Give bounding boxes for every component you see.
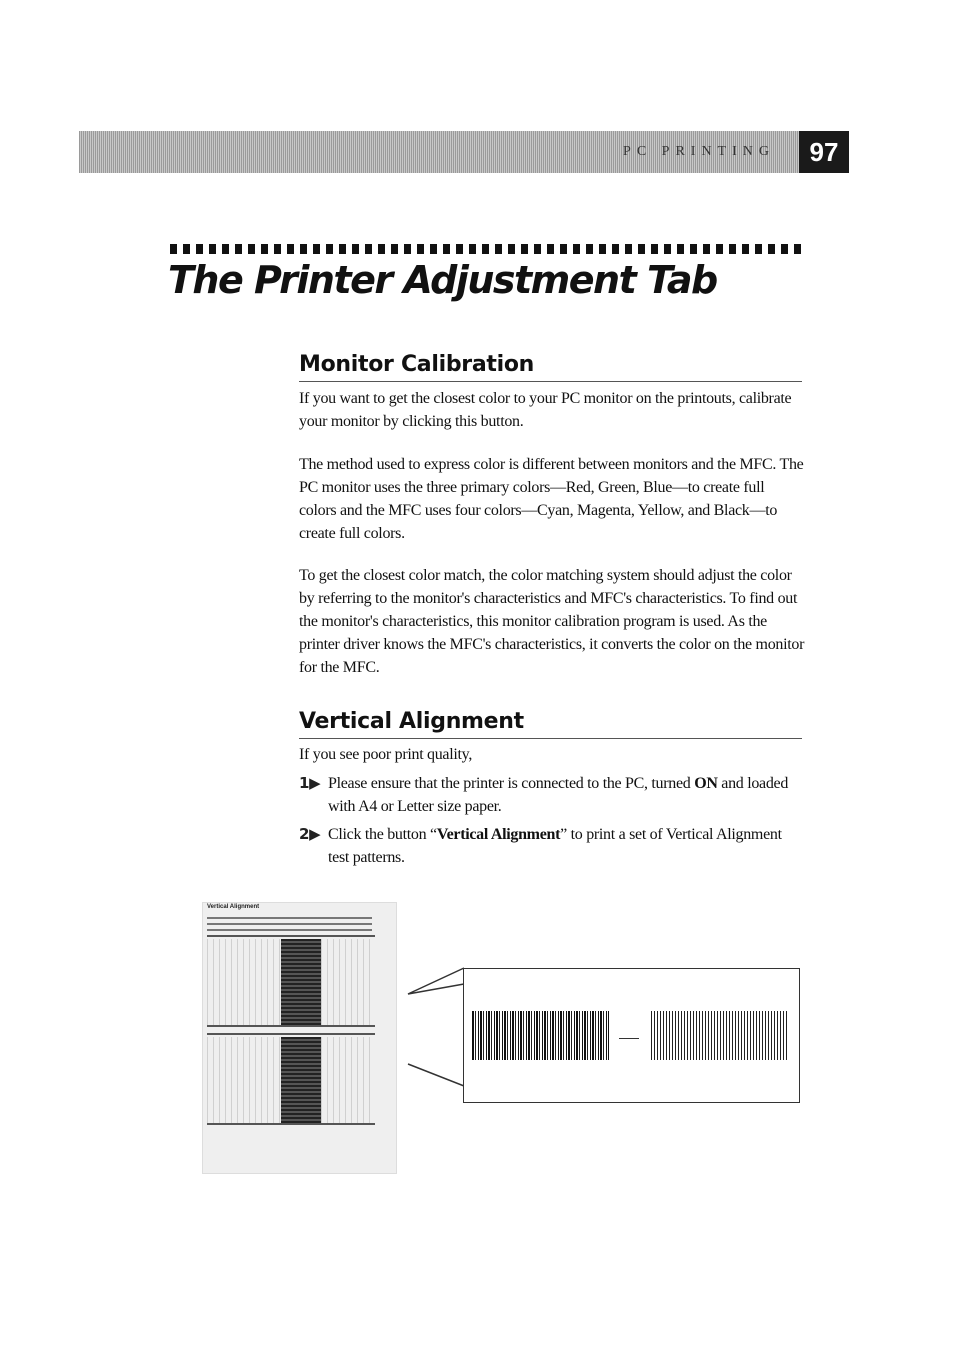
thumbnail-rule [207,1033,375,1035]
thumbnail-rule [207,935,375,937]
aligned-pattern [651,1011,789,1060]
alignment-callout-box [463,968,800,1103]
thumbnail-dark-column [281,939,321,1025]
callout-pointer [405,966,467,1090]
step-number: 1▶ [299,774,321,792]
vertical-alignment-rule [299,738,802,739]
correction-arrow [619,1038,639,1039]
step-text: Please ensure that the printer is connected to the PC, turned ON and loaded with A4 or Letter size paper. [328,775,789,815]
vertical-alignment-intro: If you see poor print quality, [299,746,473,763]
thumbnail-dark-column [281,1037,321,1123]
monitor-calibration-paragraph: To get the closest color match, the color matching system should adjust the color by referring to the monitor's characteristics and MFC's characteristics. To find out the monitor's characteristics, this monitor calibration program is used. As the printer driver knows the MFC's characteristics, it converts the color on the monitor for the MFC. [299,567,805,676]
thumbnail-rule [207,1025,375,1027]
monitor-calibration-heading: Monitor Calibration [299,352,535,377]
page-number: 97 [799,131,849,173]
step-number: 2▶ [299,825,321,843]
title-dot-rule [170,244,802,254]
misaligned-pattern [472,1011,609,1060]
monitor-calibration-rule [299,381,802,382]
thumbnail-rule [207,1123,375,1125]
alignment-printout-thumbnail [202,902,397,1174]
thumbnail-text-block [207,915,372,937]
thumbnail-heading: Vertical Alignment [207,904,260,910]
header-section-label: PC PRINTING [623,144,775,159]
step-text: Click the button “Vertical Alignment” to print a set of Vertical Alignment test patterns. [328,826,782,866]
vertical-alignment-heading: Vertical Alignment [299,709,524,734]
page-title: The Printer Adjustment Tab [168,258,717,302]
page-header-band [79,131,849,173]
monitor-calibration-paragraph: If you want to get the closest color to your PC monitor on the printouts, calibrate your monitor by clicking this button. [299,390,792,430]
monitor-calibration-paragraph: The method used to express color is different between monitors and the MFC. The PC monitor uses the three primary colors—Red, Green, Blue—to create full colors and the MFC uses four colors—Cyan, Magenta, Yellow, and Black—to create full colors. [299,456,804,542]
